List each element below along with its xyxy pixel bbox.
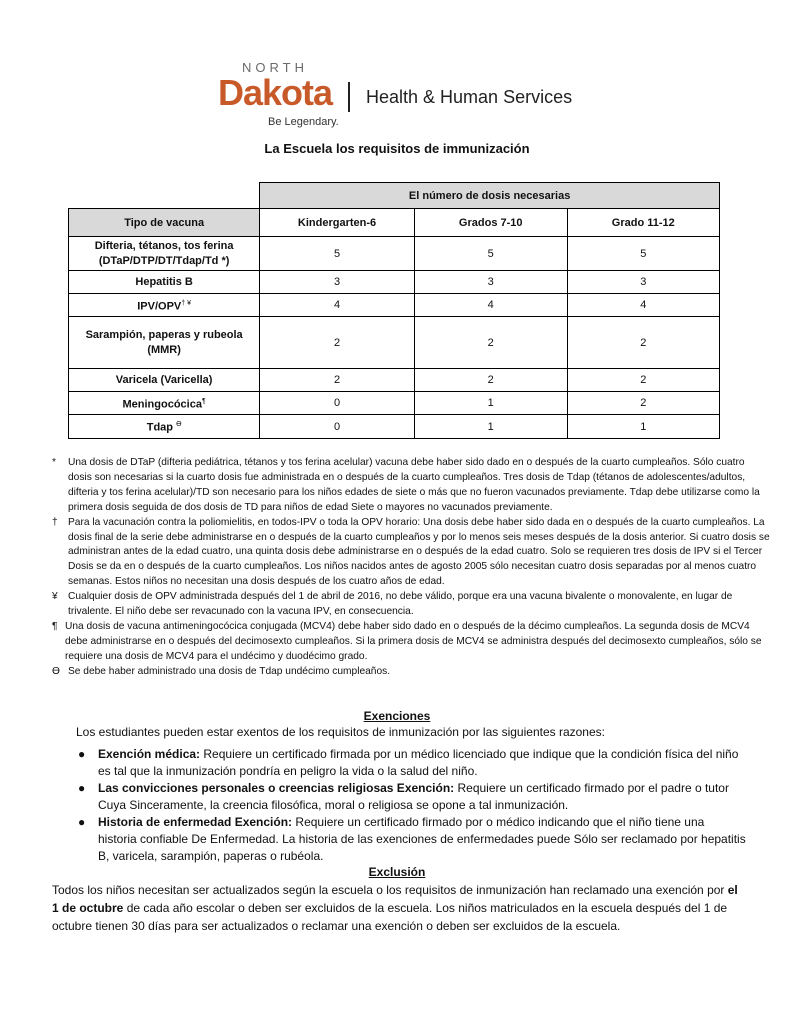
dose-cell: 2 <box>567 317 719 369</box>
dose-cell: 0 <box>260 415 415 439</box>
footnote <box>52 590 770 620</box>
vaccine-name <box>69 392 260 415</box>
table-row <box>69 317 720 369</box>
footnote-marker: ¶ <box>201 397 206 405</box>
list-item <box>78 780 746 814</box>
footnote-text: Para la vacunación contra la poliomielitis, en todos-IPV o toda la OPV horario: Una dosis debe haber sido dada en o después de la cuarto cumpleaños. La dosis final de la serie debe administrarse en o después de la cuarto cumpleaños y por lo menos seis meses después de la dosis anterior. Si cuatro dosis se administran antes de la edad cuatro, una quinta dosis debe administrarse en o después de la edad cuatro. Solo se requieren tres dosis de IPV si el Tercer Dosis se da en o después de la cuarto cumpleaños. Los niños nacidos antes de agosto 2005 sólo necesitan cuatro dosis separadas por al menos cuatro semanas. Estos niños no necesitan una dosis después de los cuatro años de edad. <box>68 516 770 588</box>
exemption-label: Las convicciones personales o creencias religiosas Exención: <box>98 781 455 795</box>
exclusion-text-before: Todos los niños necesitan ser actualizados según la escuela o los requisitos de inmunización han reclamado una exención por <box>52 883 728 897</box>
dose-cell: 2 <box>414 369 567 392</box>
vaccine-name-text: Sarampión, paperas y rubeola (MMR) <box>85 328 243 356</box>
footnote <box>52 620 770 665</box>
table-corner <box>69 183 260 209</box>
vaccine-name <box>69 415 260 439</box>
footnote <box>52 456 770 516</box>
vaccine-name <box>69 237 260 271</box>
dose-cell: 2 <box>414 317 567 369</box>
dose-cell: 1 <box>414 415 567 439</box>
exemptions-intro: Los estudiantes pueden estar exentos de los requisitos de inmunización por las siguientes razones: <box>76 725 605 739</box>
footnote-text: Se debe haber administrado una dosis de Tdap undécimo cumpleaños. <box>68 665 391 677</box>
dose-cell: 2 <box>567 369 719 392</box>
column-header-vaccine: Tipo de vacuna <box>69 209 260 237</box>
table-row <box>69 294 720 317</box>
dose-cell: 2 <box>567 392 719 415</box>
footnote <box>52 516 770 591</box>
list-item <box>78 814 746 865</box>
table-row <box>69 415 720 439</box>
table-row <box>69 392 720 415</box>
dose-cell: 3 <box>414 271 567 294</box>
vaccine-name-text: IPV/OPV <box>137 300 182 313</box>
nd-hhs-logo <box>218 60 578 132</box>
vaccine-name-text: Meningocócica <box>122 398 202 411</box>
bullet-icon: ● <box>78 747 86 761</box>
dose-cell: 3 <box>567 271 719 294</box>
logo-divider <box>348 82 350 112</box>
footnote-text: Una dosis de DTaP (difteria pediátrica, tétanos y tos ferina acelular) vacuna debe haber sido dado en o después de la cuarto cumpleaños. Sólo cuatro dosis son necesarias si la cuarto dosis fue administrada en o después de la cuarto cumpleaños. Tres dosis de Tdap (tétanos de adolescentes/adultos, difteria y tos ferina acelular)/TD son necesario para los niños edades de siete o más que no fueron vacunados previamente. Tdap debe utilizarse como la primera dosis seguida de dos dosis de TD para niños de edad Siete o mayores no vacunados previamente. <box>68 457 760 513</box>
footnote-symbol: † <box>52 516 58 528</box>
list-item <box>78 746 746 780</box>
dose-cell: 0 <box>260 392 415 415</box>
dose-cell: 5 <box>414 237 567 271</box>
vaccine-name <box>69 294 260 317</box>
dose-cell: 4 <box>260 294 415 317</box>
footnotes <box>52 456 770 680</box>
exemption-label: Historia de enfermedad Exención: <box>98 815 293 829</box>
exclusion-deadline: el 1 de octubre <box>52 883 738 915</box>
column-header-11-12: Grado 11-12 <box>567 209 719 237</box>
vaccine-name-text: Tdap <box>146 421 173 434</box>
table-row <box>69 237 720 271</box>
exemptions-heading: Exenciones <box>363 709 431 723</box>
logo-agency-name: Health & Human Services <box>366 87 573 107</box>
immunization-table <box>68 182 720 439</box>
logo-tagline: Be Legendary. <box>268 116 339 128</box>
exemption-label: Exención médica: <box>98 747 201 761</box>
bullet-icon: ● <box>78 781 86 795</box>
vaccine-name <box>69 369 260 392</box>
dose-cell: 3 <box>260 271 415 294</box>
table-row <box>69 369 720 392</box>
exemption-text: Requiere un certificado firmado por el padre o tutor Cuya Sinceramente, la creencia filosófica, moral o religiosa se opone a tal inmunización. <box>98 781 729 812</box>
dose-cell: 5 <box>260 237 415 271</box>
footnote-text: Cualquier dosis de OPV administrada después del 1 de abril de 2016, no debe válido, porque era una vacuna bivalente o monovalente, en lugar de trivalente. El niño debe ser revacunado con la vacuna IPV, en consecuencia. <box>68 591 733 618</box>
vaccine-name-text: Varicela (Varicella) <box>115 373 213 386</box>
dose-cell: 2 <box>260 369 415 392</box>
column-header-7-10: Grados 7-10 <box>414 209 567 237</box>
exemption-text: Requiere un certificado firmada por un médico licenciado que indique que la condición física del niño es tal que la inmunización pondría en peligro la vida o la salud del niño. <box>98 747 739 778</box>
exemptions-list <box>78 746 746 865</box>
dose-cell: 2 <box>260 317 415 369</box>
footnote-text: Una dosis de vacuna antimeningocócica conjugada (MCV4) debe haber sido dado en o después de la décimo cumpleaños. La segunda dosis de MCV4 debe administrarse en o después del decimosexto cumpleaños. Si la primera dosis de MCV4 se administra después del decimosexto cumpleaños, sólo se requiere una dosis de MCV4 para el undécimo y duodécimo grado. <box>65 620 762 662</box>
footnote-symbol: * <box>52 457 56 468</box>
vaccine-name <box>69 317 260 369</box>
table-row <box>69 271 720 294</box>
column-header-k6: Kindergarten-6 <box>260 209 415 237</box>
dose-cell: 4 <box>414 294 567 317</box>
footnote <box>52 665 770 680</box>
footnote-symbol: ¥ <box>52 591 58 603</box>
exclusion-text-after: de cada año escolar o deben ser excluidos de la escuela. Los niños matriculados en la escuela después del 1 de octubre tienen 30 días para ser actualizados o reclamar una exención o deben ser excluidos de la escuela. <box>52 901 728 933</box>
vaccine-name-text: Difteria, tétanos, tos ferina (DTaP/DTP/DT/Tdap/Td *) <box>94 239 234 267</box>
dose-group-header: El número de dosis necesarias <box>260 183 720 209</box>
footnote-symbol: ϴ <box>52 665 60 677</box>
dose-cell: 5 <box>567 237 719 271</box>
logo-north-text: NORTH <box>242 60 308 75</box>
dose-cell: 4 <box>567 294 719 317</box>
footnote-marker: † ¥ <box>181 299 191 307</box>
exclusion-heading: Exclusión <box>368 865 426 879</box>
dose-cell: 1 <box>414 392 567 415</box>
vaccine-name-text: Hepatitis B <box>135 275 193 288</box>
footnote-symbol: ¶ <box>52 620 58 632</box>
bullet-icon: ● <box>78 815 86 829</box>
vaccine-name <box>69 271 260 294</box>
logo-dakota-text: Dakota <box>218 72 333 113</box>
exemption-text: Requiere un certificado firmado por o médico indicando que el niño tiene una historia confiable De Enfermedad. La historia de las exenciones de enfermedades puede Sólo ser reclamado por hepatitis B, varicela, sarampión, paperas o rubéola. <box>98 815 746 863</box>
exclusion-paragraph <box>52 881 742 935</box>
footnote-marker: ϴ <box>176 421 182 429</box>
page-title: La Escuela los requisitos de immunización <box>264 141 530 156</box>
dose-cell: 1 <box>567 415 719 439</box>
